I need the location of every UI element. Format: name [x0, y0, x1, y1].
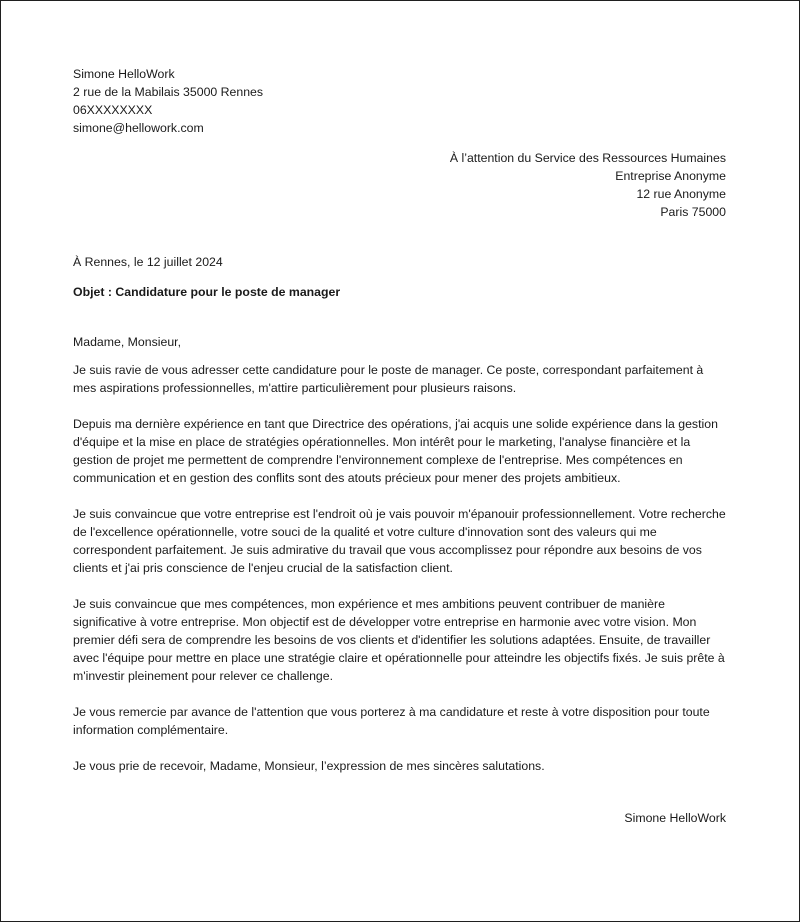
recipient-company: Entreprise Anonyme [615, 169, 726, 183]
sender-address: 2 rue de la Mabilais 35000 Rennes [73, 85, 264, 99]
sender-block [73, 65, 726, 137]
body-paragraph-2: Depuis ma dernière expérience en tant que Directrice des opérations, j'ai acquis une solide expérience dans la gestion d'équipe et la mise en place de stratégies opérationnelles. Mon intérêt pour le marketing, l'analyse financière et la gestion de projet me permettent de comprendre l'environnement complexe de l'entreprise. Mes compétences en communication et en gestion des conflits sont des atouts précieux pour mener des projets ambitieux. [73, 417, 718, 485]
sender-name: Simone HelloWork [73, 67, 175, 81]
recipient-city: Paris 75000 [660, 205, 726, 219]
body-paragraph-1: Je suis ravie de vous adresser cette candidature pour le poste de manager. Ce poste, correspondant parfaitement à mes aspirations professionnelles, m'attire particulièrement pour plusieurs raisons. [73, 363, 704, 395]
recipient-block [73, 149, 726, 221]
recipient-attention: À l’attention du Service des Ressources Humaines [449, 151, 726, 165]
sender-phone: 06XXXXXXXX [73, 103, 153, 117]
body-paragraph-5: Je vous remercie par avance de l'attention que vous porterez à ma candidature et reste à votre disposition pour toute information complémentaire. [73, 705, 710, 737]
letter-subject: Objet : Candidature pour le poste de manager [73, 285, 341, 299]
sender-email: simone@hellowork.com [73, 121, 204, 135]
letter-salutation: Madame, Monsieur, [73, 335, 181, 349]
recipient-street: 12 rue Anonyme [636, 187, 726, 201]
letter-date: À Rennes, le 12 juillet 2024 [73, 255, 223, 269]
body-paragraph-4: Je suis convaincue que mes compétences, mon expérience et mes ambitions peuvent contribuer de manière significative à votre entreprise. Mon objectif est de développer votre entreprise en harmonie avec votre vision. Mon premier défi sera de comprendre les besoins de vos clients et d'identifier les solutions adaptées. Ensuite, de travailler avec l'équipe pour mettre en place une stratégie claire et opérationnelle pour atteindre les objectifs fixés. Je suis prête à m'investir pleinement pour relever ce challenge. [73, 597, 725, 683]
letter-signature: Simone HelloWork [624, 811, 726, 825]
closing-paragraph: Je vous prie de recevoir, Madame, Monsieur, l’expression de mes sincères salutations. [73, 759, 545, 773]
body-paragraph-3: Je suis convaincue que votre entreprise est l'endroit où je vais pouvoir m'épanouir professionnellement. Votre recherche de l'excellence opérationnelle, votre souci de la qualité et votre culture d'innovation sont des valeurs qui me correspondent parfaitement. Je suis admirative du travail que vous accomplissez pour répondre aux besoins de vos clients et j'ai pris conscience de l'enjeu crucial de la satisfaction client. [73, 507, 726, 575]
